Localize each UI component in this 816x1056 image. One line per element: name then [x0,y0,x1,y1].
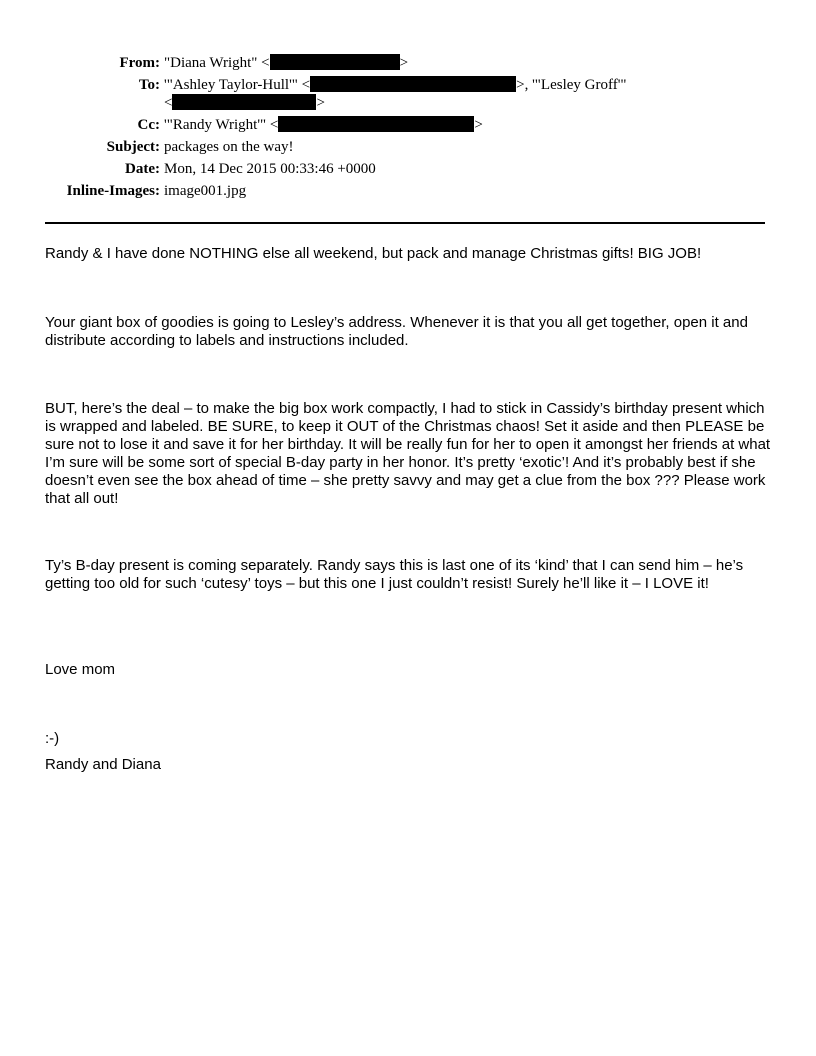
redaction-box [172,94,316,110]
from-value [164,52,408,74]
redaction-box [278,116,474,132]
signature: Randy and Diana [45,756,161,773]
inline-images-label: Inline-Images: [66,183,160,199]
date-value: Mon, 14 Dec 2015 00:33:46 +0000 [164,161,376,177]
cc-name: '"Randy Wright'" < [164,117,279,133]
cc-close: > [474,117,483,133]
smiley: :-) [45,730,60,747]
subject-label: Subject: [106,139,160,155]
header-cc [0,114,816,136]
from-label: From: [119,55,160,71]
cc-value [164,114,483,136]
signoff: Love mom [45,661,116,678]
body-paragraph-2: Your giant box of goodies is going to Lesley’s address. Whenever it is that you all get together, open it and distribute according to labels and instructions included. [45,314,748,349]
header-date [0,158,816,180]
to-open: < [164,95,173,111]
header-subject [0,136,816,158]
to-close: > [316,95,325,111]
redaction-box [270,54,400,70]
header-from [0,52,816,74]
to-label: To: [138,77,160,93]
from-close: > [399,55,409,71]
header-to [0,74,816,114]
subject-value: packages on the way! [164,139,294,155]
inline-images-value: image001.jpg [164,183,247,199]
body-paragraph-3: BUT, here’s the deal – to make the big box work compactly, I had to stick in Cassidy’s birthday present which is wrapped and labeled. BE SURE, to keep it OUT of the Christmas chaos! Set it aside and then PLEASE be sure not to lose it and save it for her birthday. It will be really fun for her to open it amongst her friends at what I’m sure will be some sort of special B-day party in her honor. It’s pretty ‘exotic’! And it’s probably best if she doesn’t even see the box ahead of time – she pretty savvy and may get a clue from the box ??? Please work that all out! [45,400,771,507]
to-name-1: '"Ashley Taylor-Hull'" < [164,77,311,93]
header-inline-images [0,180,816,202]
email-headers [0,52,816,202]
body-paragraph-4: Ty’s B-day present is coming separately. Randy says this is last one of its ‘kind’ that I can send him – he’s getting too old for such ‘cutesy’ toys – but this one I just couldn’t resist! Surely he’ll like it – I LOVE it! [45,557,744,592]
to-value-line2 [164,92,325,114]
cc-label: Cc: [137,117,160,133]
to-name-2: >, '"Lesley Groff'" [516,77,627,93]
body-paragraph-1: Randy & I have done NOTHING else all weekend, but pack and manage Christmas gifts! BIG JOB! [45,245,702,262]
header-divider [45,222,765,224]
from-name: "Diana Wright" < [164,55,270,71]
redaction-box [310,76,516,92]
date-label: Date: [125,161,160,177]
